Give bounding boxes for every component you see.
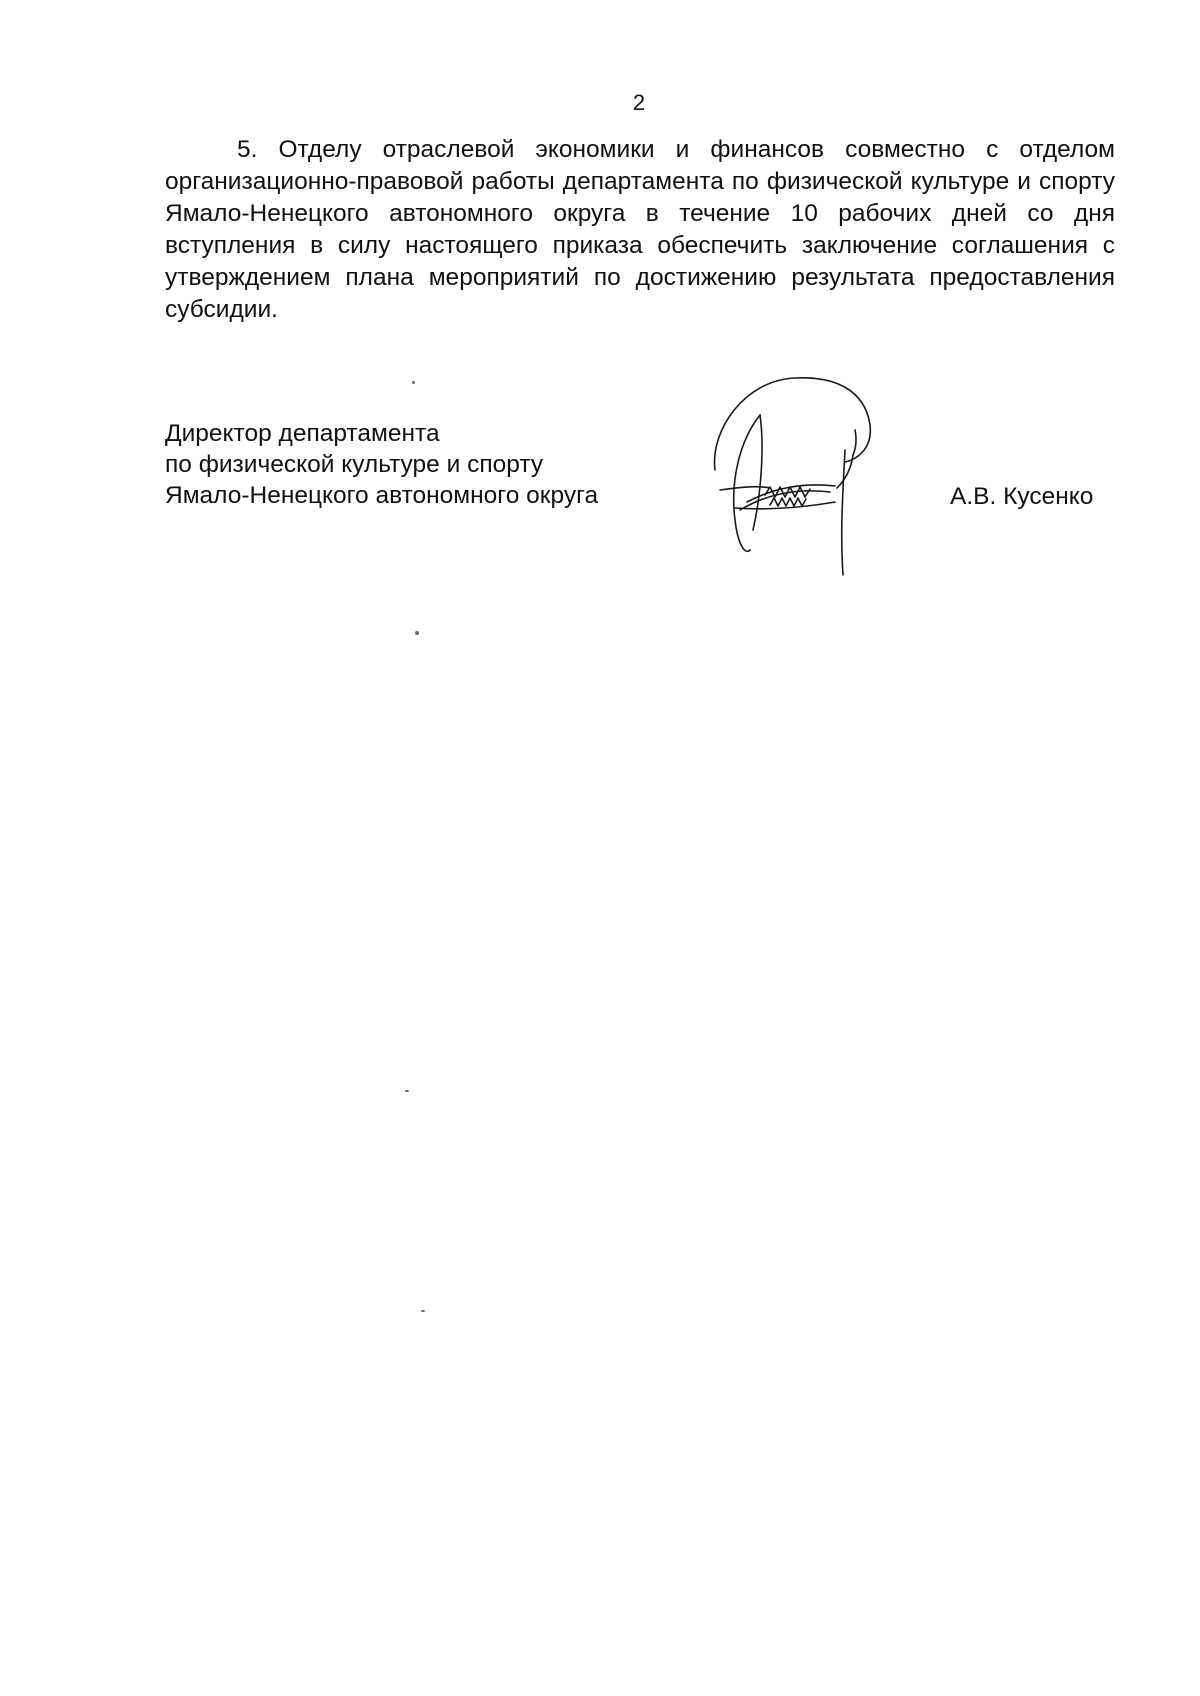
order-paragraph-5: 5. Отделу отраслевой экономики и финансов совместно с отделом организационно-правовой работы департамента по физической культуре и спорту Ямало-Ненецкого автономного округа в течение 10 рабочих дней со дня вступления в силу настоящего приказа обеспечить заключение соглашения с утверждением плана мероприятий по достижению результата предоставления субсидии. [165,136,1115,323]
handwritten-signature [705,370,895,595]
scan-speck [421,1310,425,1312]
position-line-2: по физической культуре и спорту [165,451,544,478]
signatory-position [165,418,598,511]
page-number: 2 [632,90,646,115]
position-line-1: Директор департамента [165,420,440,447]
position-line-3: Ямало-Ненецкого автономного округа [165,482,599,509]
scan-speck [412,381,415,384]
scan-speck [405,1090,409,1092]
signer-name: А.В. Кусенко [950,483,1094,510]
scan-speck [415,631,419,635]
